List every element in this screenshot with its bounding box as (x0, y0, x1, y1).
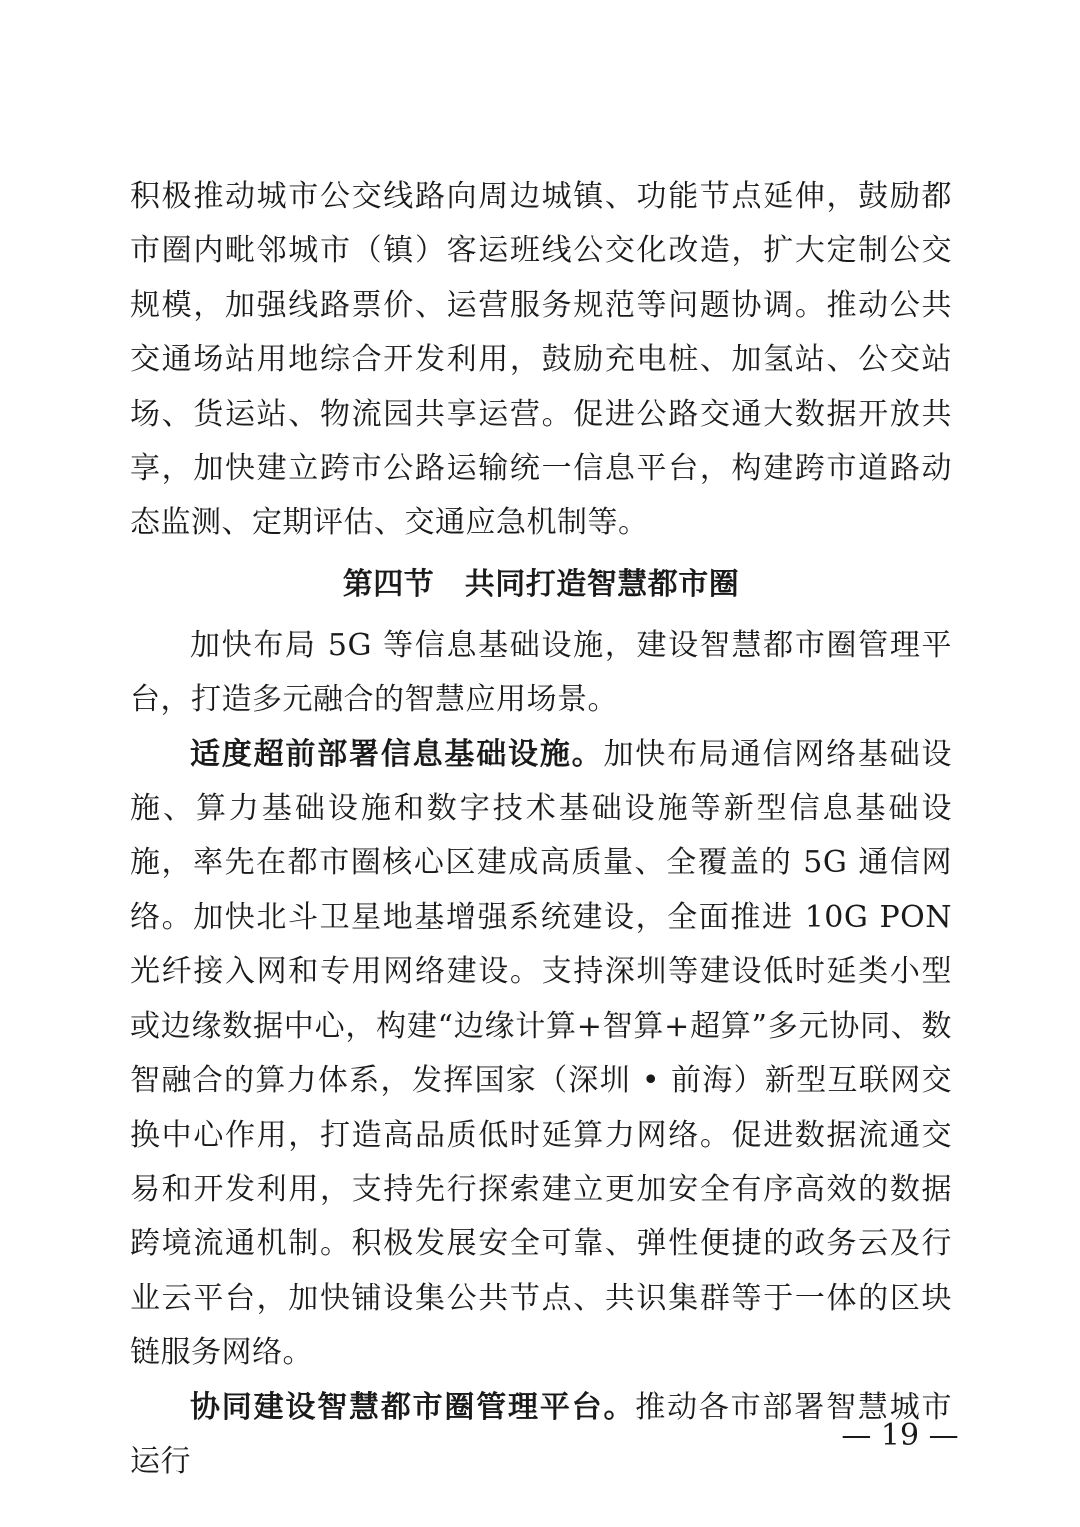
item-2-lead: 协同建设智慧都市圈管理平台。 (190, 1389, 636, 1425)
item-2-body: 推动各市部署智慧城市运行 (130, 1389, 953, 1479)
item-1-lead: 适度超前部署信息基础设施。 (190, 736, 604, 772)
item-1-body: 加快布局通信网络基础设施、算力基础设施和数字技术基础设施等新型信息基础设施，率先在都市圈核心区建成高质量、全覆盖的 5G 通信网络。加快北斗卫星地基增强系统建设，全面推进 10G PON 光纤接入网和专用网络建设。支持深圳等建设低时延类小型或边缘数据中心，构建“边缘计算+智算+超算”多元协同、数智融合的算力体系，发挥国家（深圳 • 前海）新型互联网交换中心作用，打造高品质低时延算力网络。促进数据流通交易和开发利用，支持先行探索建立更加安全有序高效的数据跨境流通机制。积极发展安全可靠、弹性便捷的政务云及行业云平台，加快铺设集公共节点、共识集群等于一体的区块链服务网络。 (130, 736, 953, 1371)
item-1-paragraph (130, 728, 952, 1381)
section-heading: 第四节 共同打造智慧都市圈 (342, 566, 740, 602)
page-number: — 19 — (841, 1418, 959, 1453)
intro-paragraph: 积极推动城市公交线路向周边城镇、功能节点延伸，鼓励都市圈内毗邻城市（镇）客运班线公交化改造，扩大定制公交规模，加强线路票价、运营服务规范等问题协调。推动公共交通场站用地综合开发利用，鼓励充电桩、加氢站、公交站场、货运站、物流园共享运营。促进公路交通大数据开放共享，加快建立跨市公路运输统一信息平台，构建跨市道路动态监测、定期评估、交通应急机制等。 (130, 179, 952, 541)
document-page (130, 170, 952, 1489)
section-intro-paragraph: 加快布局 5G 等信息基础设施，建设智慧都市圈管理平台，打造多元融合的智慧应用场景。 (130, 627, 952, 718)
